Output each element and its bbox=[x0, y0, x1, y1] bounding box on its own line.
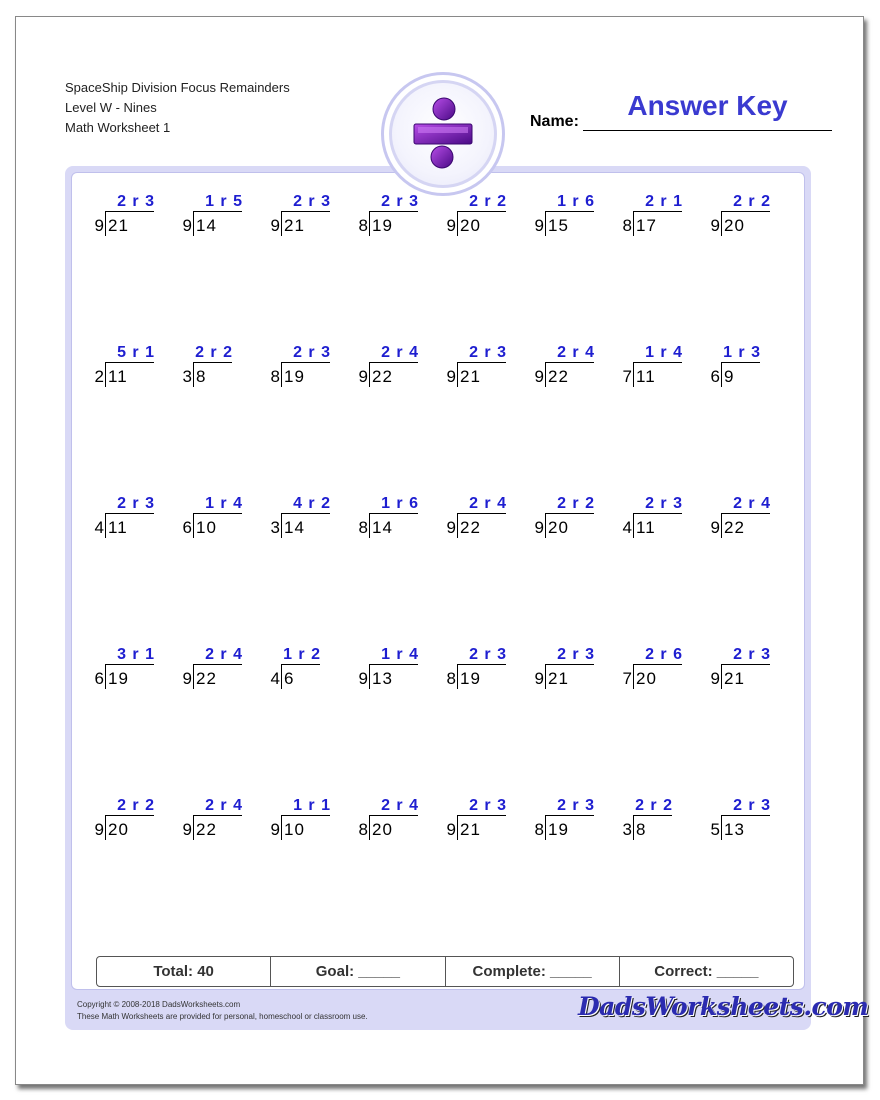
dividend-text: 22 bbox=[548, 367, 569, 386]
answer-text: 2 r 3 bbox=[733, 646, 771, 663]
division-problem bbox=[436, 797, 512, 847]
divisor-text: 8 bbox=[270, 367, 280, 386]
divisor-text: 5 bbox=[710, 820, 720, 839]
divisor-text: 3 bbox=[182, 367, 192, 386]
divisor-text: 6 bbox=[182, 518, 192, 537]
division-problem bbox=[612, 646, 688, 696]
answer-key-text: Answer Key bbox=[627, 90, 788, 121]
division-problem bbox=[84, 344, 160, 394]
answer-text: 2 r 3 bbox=[469, 344, 507, 361]
divisor-text: 3 bbox=[622, 820, 632, 839]
division-problem bbox=[84, 646, 160, 696]
divisor-text: 9 bbox=[358, 367, 368, 386]
answer-text: 2 r 3 bbox=[557, 797, 595, 814]
divisor-text: 9 bbox=[182, 820, 192, 839]
divisor-text: 4 bbox=[94, 518, 104, 537]
dividend-text: 19 bbox=[284, 367, 305, 386]
division-problem bbox=[348, 797, 424, 847]
dividend-text: 21 bbox=[724, 669, 745, 688]
dividend-text: 10 bbox=[284, 820, 305, 839]
total-cell: Total: 40 bbox=[97, 957, 271, 986]
answer-text: 4 r 2 bbox=[293, 495, 331, 512]
divisor-text: 9 bbox=[710, 518, 720, 537]
divisor-text: 9 bbox=[270, 820, 280, 839]
dividend-text: 19 bbox=[548, 820, 569, 839]
dividend-text: 6 bbox=[284, 669, 295, 688]
division-problem bbox=[348, 495, 424, 545]
division-problem bbox=[700, 646, 776, 696]
complete-cell: Complete: _____ bbox=[446, 957, 620, 986]
dividend-text: 8 bbox=[636, 820, 647, 839]
answer-text: 2 r 3 bbox=[469, 797, 507, 814]
division-problem bbox=[260, 495, 336, 545]
name-line bbox=[583, 90, 832, 131]
dividend-text: 20 bbox=[636, 669, 657, 688]
divisor-text: 9 bbox=[94, 216, 104, 235]
division-problem bbox=[260, 797, 336, 847]
answer-text: 1 r 1 bbox=[293, 797, 331, 814]
divisor-text: 9 bbox=[534, 518, 544, 537]
dividend-text: 13 bbox=[724, 820, 745, 839]
division-problem bbox=[436, 193, 512, 243]
answer-text: 2 r 6 bbox=[645, 646, 683, 663]
division-problem bbox=[524, 495, 600, 545]
division-problem bbox=[700, 193, 776, 243]
answer-text: 5 r 1 bbox=[117, 344, 155, 361]
division-problem bbox=[84, 193, 160, 243]
goal-cell: Goal: _____ bbox=[271, 957, 445, 986]
answer-text: 2 r 4 bbox=[557, 344, 595, 361]
worksheet-page bbox=[15, 16, 869, 1085]
dividend-text: 11 bbox=[108, 367, 128, 386]
division-problem bbox=[172, 344, 248, 394]
answer-text: 2 r 4 bbox=[381, 344, 419, 361]
copyright-line: Copyright © 2008-2018 DadsWorksheets.com bbox=[77, 1000, 241, 1009]
division-problem bbox=[436, 646, 512, 696]
answer-text: 1 r 4 bbox=[645, 344, 683, 361]
division-problem bbox=[612, 344, 688, 394]
dividend-text: 21 bbox=[548, 669, 569, 688]
division-problem bbox=[260, 344, 336, 394]
dividend-text: 15 bbox=[548, 216, 569, 235]
divisor-text: 4 bbox=[622, 518, 632, 537]
divisor-text: 7 bbox=[622, 669, 632, 688]
answer-text: 1 r 4 bbox=[205, 495, 243, 512]
dividend-text: 21 bbox=[284, 216, 305, 235]
division-problem bbox=[436, 344, 512, 394]
dividend-text: 19 bbox=[372, 216, 393, 235]
answer-text: 2 r 3 bbox=[645, 495, 683, 512]
dividend-text: 20 bbox=[372, 820, 393, 839]
divisor-text: 9 bbox=[534, 367, 544, 386]
divisor-text: 9 bbox=[94, 820, 104, 839]
answer-text: 2 r 2 bbox=[557, 495, 595, 512]
answer-text: 1 r 4 bbox=[381, 646, 419, 663]
division-problem bbox=[524, 344, 600, 394]
answer-text: 2 r 3 bbox=[381, 193, 419, 210]
division-problem bbox=[172, 193, 248, 243]
score-table bbox=[96, 956, 794, 987]
division-sign-icon bbox=[392, 83, 494, 185]
division-problem bbox=[348, 344, 424, 394]
name-label: Name: bbox=[530, 113, 579, 130]
answer-text: 1 r 3 bbox=[723, 344, 761, 361]
dividend-text: 13 bbox=[372, 669, 393, 688]
divisor-text: 2 bbox=[94, 367, 104, 386]
dividend-text: 14 bbox=[196, 216, 217, 235]
answer-text: 3 r 1 bbox=[117, 646, 155, 663]
answer-text: 2 r 2 bbox=[195, 344, 233, 361]
divisor-text: 9 bbox=[446, 518, 456, 537]
dividend-text: 20 bbox=[724, 216, 745, 235]
division-problem bbox=[612, 495, 688, 545]
divisor-text: 9 bbox=[446, 820, 456, 839]
answer-text: 2 r 4 bbox=[469, 495, 507, 512]
divisor-text: 8 bbox=[534, 820, 544, 839]
division-problem bbox=[172, 495, 248, 545]
answer-text: 1 r 6 bbox=[557, 193, 595, 210]
answer-text: 2 r 4 bbox=[381, 797, 419, 814]
answer-text: 2 r 3 bbox=[733, 797, 771, 814]
dividend-text: 9 bbox=[724, 367, 735, 386]
division-problem bbox=[612, 193, 688, 243]
division-problem bbox=[84, 495, 160, 545]
name-field bbox=[530, 87, 832, 131]
division-problem bbox=[700, 797, 776, 847]
divisor-text: 8 bbox=[358, 216, 368, 235]
answer-text: 2 r 3 bbox=[469, 646, 507, 663]
answer-text: 2 r 2 bbox=[469, 193, 507, 210]
dividend-text: 20 bbox=[548, 518, 569, 537]
dividend-text: 19 bbox=[460, 669, 481, 688]
division-problem bbox=[260, 193, 336, 243]
dividend-text: 21 bbox=[108, 216, 129, 235]
answer-text: 2 r 2 bbox=[733, 193, 771, 210]
answer-text: 2 r 1 bbox=[645, 193, 683, 210]
worksheet-level: Level W - Nines bbox=[65, 100, 157, 115]
answer-text: 2 r 4 bbox=[205, 646, 243, 663]
divisor-text: 9 bbox=[710, 216, 720, 235]
answer-text: 2 r 2 bbox=[117, 797, 155, 814]
dividend-text: 21 bbox=[460, 820, 481, 839]
dividend-text: 22 bbox=[196, 669, 217, 688]
division-problem bbox=[348, 646, 424, 696]
division-problem bbox=[524, 797, 600, 847]
dividend-text: 10 bbox=[196, 518, 217, 537]
divisor-text: 9 bbox=[270, 216, 280, 235]
division-logo bbox=[381, 72, 505, 196]
divisor-text: 9 bbox=[446, 216, 456, 235]
divisor-text: 6 bbox=[94, 669, 104, 688]
divisor-text: 9 bbox=[182, 669, 192, 688]
division-problem bbox=[436, 495, 512, 545]
division-problem bbox=[524, 646, 600, 696]
dividend-text: 8 bbox=[196, 367, 207, 386]
answer-text: 2 r 3 bbox=[293, 344, 331, 361]
division-problem bbox=[612, 797, 688, 847]
dividend-text: 17 bbox=[636, 216, 657, 235]
dividend-text: 22 bbox=[372, 367, 393, 386]
division-problem bbox=[700, 344, 776, 394]
dividend-text: 11 bbox=[636, 367, 656, 386]
divisor-text: 9 bbox=[446, 367, 456, 386]
worksheet-title: SpaceShip Division Focus Remainders bbox=[65, 80, 290, 95]
brand-logo: DadsWorksheets.com bbox=[578, 992, 869, 1021]
answer-text: 2 r 2 bbox=[635, 797, 673, 814]
dividend-text: 14 bbox=[372, 518, 393, 537]
dividend-text: 20 bbox=[108, 820, 129, 839]
answer-text: 1 r 6 bbox=[381, 495, 419, 512]
division-problem bbox=[524, 193, 600, 243]
dividend-text: 11 bbox=[108, 518, 128, 537]
dividend-text: 22 bbox=[460, 518, 481, 537]
dividend-text: 19 bbox=[108, 669, 129, 688]
dividend-text: 14 bbox=[284, 518, 305, 537]
dividend-text: 20 bbox=[460, 216, 481, 235]
dividend-text: 22 bbox=[724, 518, 745, 537]
divisor-text: 8 bbox=[446, 669, 456, 688]
divisor-text: 9 bbox=[710, 669, 720, 688]
copyright-notice bbox=[77, 999, 368, 1023]
worksheet-number: Math Worksheet 1 bbox=[65, 120, 171, 135]
divisor-text: 6 bbox=[710, 367, 720, 386]
division-problem bbox=[172, 646, 248, 696]
answer-text: 2 r 4 bbox=[733, 495, 771, 512]
divisor-text: 9 bbox=[534, 669, 544, 688]
answer-text: 1 r 2 bbox=[283, 646, 321, 663]
usage-line: These Math Worksheets are provided for personal, homeschool or classroom use. bbox=[77, 1012, 368, 1021]
dividend-text: 11 bbox=[636, 518, 656, 537]
answer-text: 2 r 3 bbox=[117, 495, 155, 512]
divisor-text: 9 bbox=[358, 669, 368, 688]
answer-text: 1 r 5 bbox=[205, 193, 243, 210]
divisor-text: 9 bbox=[182, 216, 192, 235]
divisor-text: 7 bbox=[622, 367, 632, 386]
divisor-text: 4 bbox=[270, 669, 280, 688]
division-problem bbox=[172, 797, 248, 847]
divisor-text: 8 bbox=[622, 216, 632, 235]
division-problem bbox=[348, 193, 424, 243]
answer-text: 2 r 3 bbox=[117, 193, 155, 210]
answer-text: 2 r 4 bbox=[205, 797, 243, 814]
answer-text: 2 r 3 bbox=[293, 193, 331, 210]
division-problem bbox=[84, 797, 160, 847]
divisor-text: 8 bbox=[358, 820, 368, 839]
division-problem bbox=[260, 646, 336, 696]
answer-text: 2 r 3 bbox=[557, 646, 595, 663]
problem-frame bbox=[65, 166, 869, 1030]
divisor-text: 3 bbox=[270, 518, 280, 537]
divisor-text: 8 bbox=[358, 518, 368, 537]
division-problem bbox=[700, 495, 776, 545]
worksheet-header bbox=[65, 78, 290, 138]
correct-cell: Correct: _____ bbox=[654, 963, 759, 980]
divisor-text: 9 bbox=[534, 216, 544, 235]
dividend-text: 21 bbox=[460, 367, 481, 386]
dividend-text: 22 bbox=[196, 820, 217, 839]
